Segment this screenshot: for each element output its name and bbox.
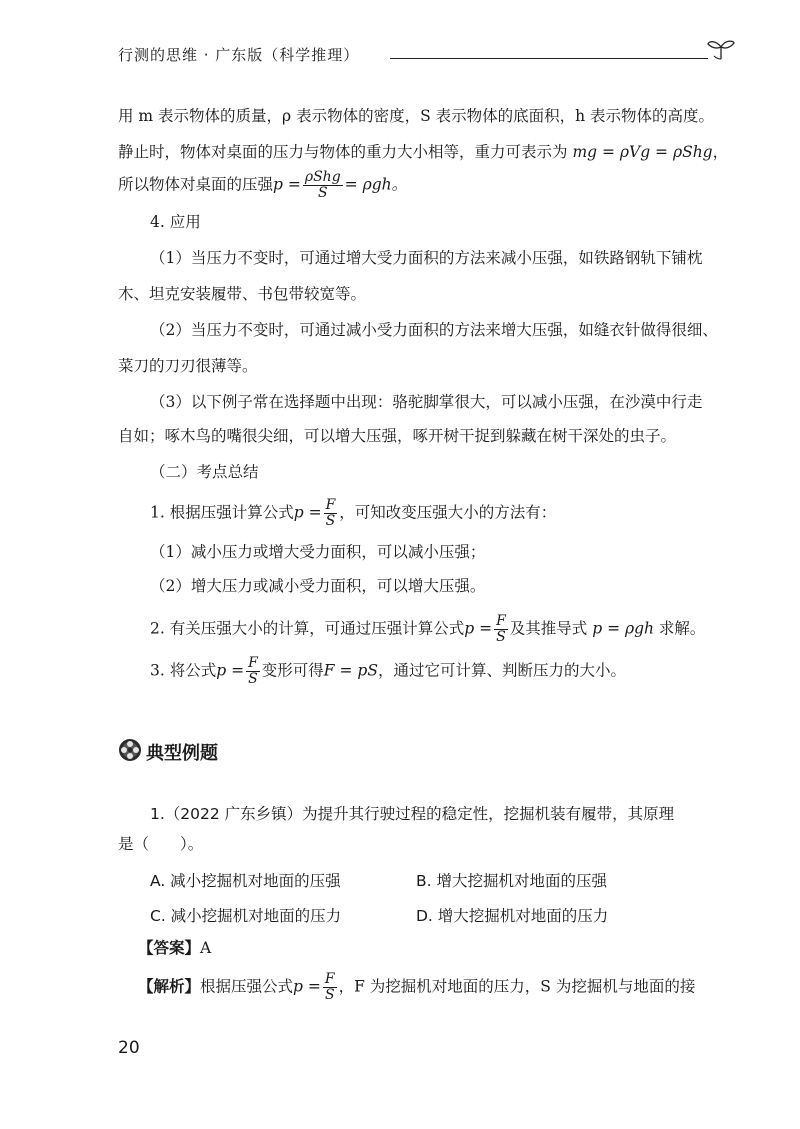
summary-point-3-end: ，通过它可计算、判断压力的大小。 (377, 661, 626, 680)
fraction-denominator: S (248, 671, 258, 687)
application-item-3-line-1: （3）以下例子常在选择题中出现：骆驼脚掌很大，可以减小压强，在沙漠中行走 (150, 393, 703, 411)
fraction-numerator: F (248, 655, 258, 671)
analysis-p: p = (293, 977, 321, 996)
summary-point-3-mid: 变形可得 (261, 661, 324, 680)
application-item-1-line-1: （1）当压力不变时，可通过增大受力面积的方法来减小压强，如铁路钢轨下铺枕 (150, 249, 703, 267)
fraction-denominator: S (496, 629, 506, 645)
sprout-icon (706, 38, 736, 60)
section-title: 典型例题 (146, 743, 218, 764)
intro-line-2 (118, 140, 728, 164)
fraction-numerator: F (496, 613, 506, 629)
application-item-3-line-2: 自如；啄木鸟的嘴很尖细，可以增大压强，啄开树干捉到躲藏在树干深处的虫子。 (118, 427, 677, 445)
summary-point-2-p: p = (464, 619, 493, 638)
analysis-fraction (323, 972, 337, 1003)
summary-point-1-item-1: （1）减小压力或增大受力面积，可以减小压强； (150, 543, 486, 561)
application-item-2-line-2: 菜刀的刀刃很薄等。 (118, 357, 258, 375)
flower-badge-icon (118, 738, 142, 762)
fraction-numerator: ρShg (304, 169, 341, 185)
summary-point-3 (150, 656, 626, 687)
application-item-2-line-1: （2）当压力不变时，可通过减小受力面积的方法来增大压强，如缝衣针做得很细、 (150, 321, 718, 339)
intro-weight-formula: mg = ρVg = ρShg (572, 143, 713, 161)
application-heading: 4. 应用 (150, 213, 201, 231)
answer-line (138, 936, 211, 960)
summary-point-1-p: p = (293, 503, 322, 522)
summary-point-2-fraction (494, 614, 508, 645)
summary-point-2 (150, 614, 705, 645)
page-number: 20 (118, 1038, 140, 1058)
question-1-line-2: 是（ ）。 (118, 835, 204, 853)
intro-fraction (303, 170, 343, 201)
option-b: B. 增大挖掘机对地面的压强 (416, 872, 607, 890)
summary-point-3-p: p = (216, 661, 245, 680)
analysis-label: 【解析】 (138, 977, 201, 996)
summary-point-2-end: 求解。 (654, 619, 706, 638)
summary-point-1-end: ，可知改变压强大小的方法有： (339, 503, 557, 522)
summary-point-3-fraction (246, 656, 260, 687)
analysis-line (138, 972, 695, 1003)
option-c: C. 减小挖掘机对地面的压力 (150, 907, 342, 925)
application-item-1-line-2: 木、坦克安装履带、书包带较宽等。 (118, 285, 367, 303)
fraction-denominator: S (325, 513, 336, 529)
intro-line-2-end: ， (712, 143, 729, 161)
intro-line-2-text: 静止时，物体对桌面的压力与物体的重力大小相等，重力可表示为 (118, 143, 573, 161)
summary-point-1-item-2: （2）增大压力或减小受力面积，可以增大压强。 (150, 577, 486, 595)
summary-point-1 (150, 498, 556, 529)
summary-heading: （二）考点总结 (150, 463, 259, 481)
summary-point-3-text: 3. 将公式 (150, 661, 217, 680)
fraction-numerator: F (324, 971, 335, 987)
summary-point-1-fraction (324, 498, 338, 529)
answer-value: A (200, 939, 212, 957)
intro-line-3-text: 所以物体对桌面的压强 (118, 175, 274, 194)
summary-point-2-text: 2. 有关压强大小的计算，可通过压强计算公式 (150, 619, 465, 638)
question-1-line-1: 1.（2022 广东乡镇）为提升其行驶过程的稳定性，挖掘机装有履带，其原理 (150, 805, 675, 823)
intro-line-3 (118, 170, 407, 201)
summary-point-1-text: 1. 根据压强计算公式 (150, 503, 294, 522)
header-title: 行测的思维 · 广东版（科学推理） (118, 46, 360, 64)
fraction-denominator: S (324, 987, 335, 1003)
fraction-denominator: S (317, 185, 328, 201)
summary-point-3-formula: F = pS (323, 661, 378, 680)
intro-line-3-result: = ρgh。 (344, 175, 408, 194)
answer-label: 【答案】 (138, 939, 201, 957)
intro-line-1: 用 m 表示物体的质量，ρ 表示物体的密度，S 表示物体的底面积，h 表示物体的高度。 (118, 107, 715, 125)
page-header (118, 38, 718, 66)
fraction-numerator: F (325, 497, 336, 513)
option-a: A. 减小挖掘机对地面的压强 (150, 872, 341, 890)
summary-point-2-mid: 及其推导式 (509, 619, 593, 638)
summary-point-2-formula: p = ρgh (592, 619, 654, 638)
option-d: D. 增大挖掘机对地面的压力 (416, 907, 609, 925)
analysis-end: ，F 为挖掘机对地面的压力，S 为挖掘机与地面的接 (338, 977, 696, 996)
analysis-text: 根据压强公式 (200, 977, 294, 996)
intro-p-symbol: p = (273, 175, 301, 194)
header-rule (390, 58, 708, 59)
